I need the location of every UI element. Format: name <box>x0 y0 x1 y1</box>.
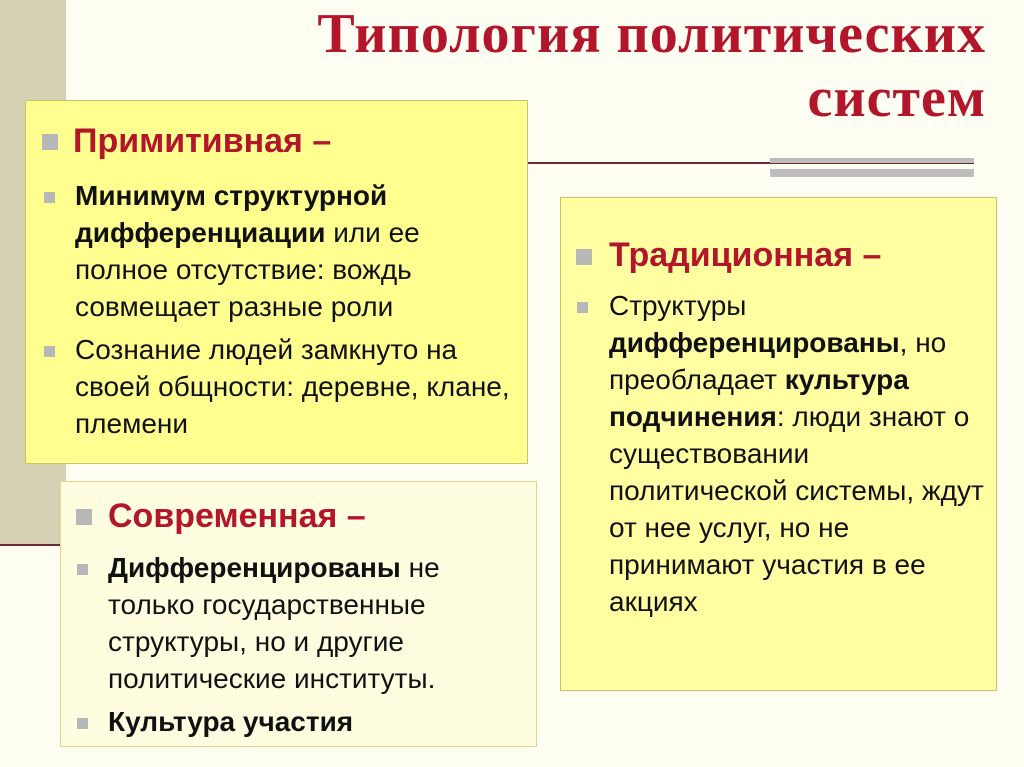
modern-bullet-2-bold: Культура участия <box>108 706 354 737</box>
traditional-bold-1: дифференцированы <box>609 327 900 358</box>
primitive-bullet-2-text: Сознание людей замкнуто на своей общности: деревне, клане, племени <box>75 334 510 439</box>
bullet-icon <box>44 346 55 357</box>
primitive-bullet-1-text: или ее полное отсутствие: вождь совмещает разные роли <box>75 217 420 322</box>
bullet-icon <box>77 718 88 729</box>
bullet-icon <box>77 564 88 575</box>
primitive-heading: Примитивная – <box>73 122 332 160</box>
gray-accent-bar <box>770 158 974 163</box>
bullet-icon <box>76 509 92 525</box>
modern-bullet-2 <box>108 703 523 740</box>
primitive-bullet-2 <box>75 331 515 442</box>
primitive-box <box>25 100 528 464</box>
primitive-bullet-1-bold: Минимум структурной дифференциации <box>75 180 388 248</box>
slide-title: Типология политических систем <box>317 3 986 129</box>
bullet-icon <box>42 134 58 150</box>
modern-bullet-1 <box>108 549 523 697</box>
traditional-text-2: , но преобладает <box>609 327 947 395</box>
bullet-icon <box>44 192 55 203</box>
traditional-bullet-1 <box>609 287 984 620</box>
bullet-icon <box>576 249 592 265</box>
modern-heading: Современная – <box>108 497 366 535</box>
primitive-bullet-1 <box>75 177 515 325</box>
traditional-box <box>560 197 997 691</box>
gray-accent-bar-lower <box>770 169 974 177</box>
traditional-heading: Традиционная – <box>609 236 882 274</box>
modern-box <box>60 481 537 747</box>
modern-bullet-1-bold: Дифференцированы <box>108 552 401 583</box>
traditional-text-3: : люди знают о существовании политической системы, ждут от нее услуг, но не принимают участия в ее акциях <box>609 401 984 617</box>
bullet-icon <box>577 302 588 313</box>
traditional-text-1: Структуры <box>609 290 747 321</box>
modern-bullet-1-text: не только государственные структуры, но и другие политические институты. <box>108 552 440 694</box>
left-divider-line <box>0 544 60 546</box>
traditional-bold-2: культура подчинения <box>609 364 909 432</box>
